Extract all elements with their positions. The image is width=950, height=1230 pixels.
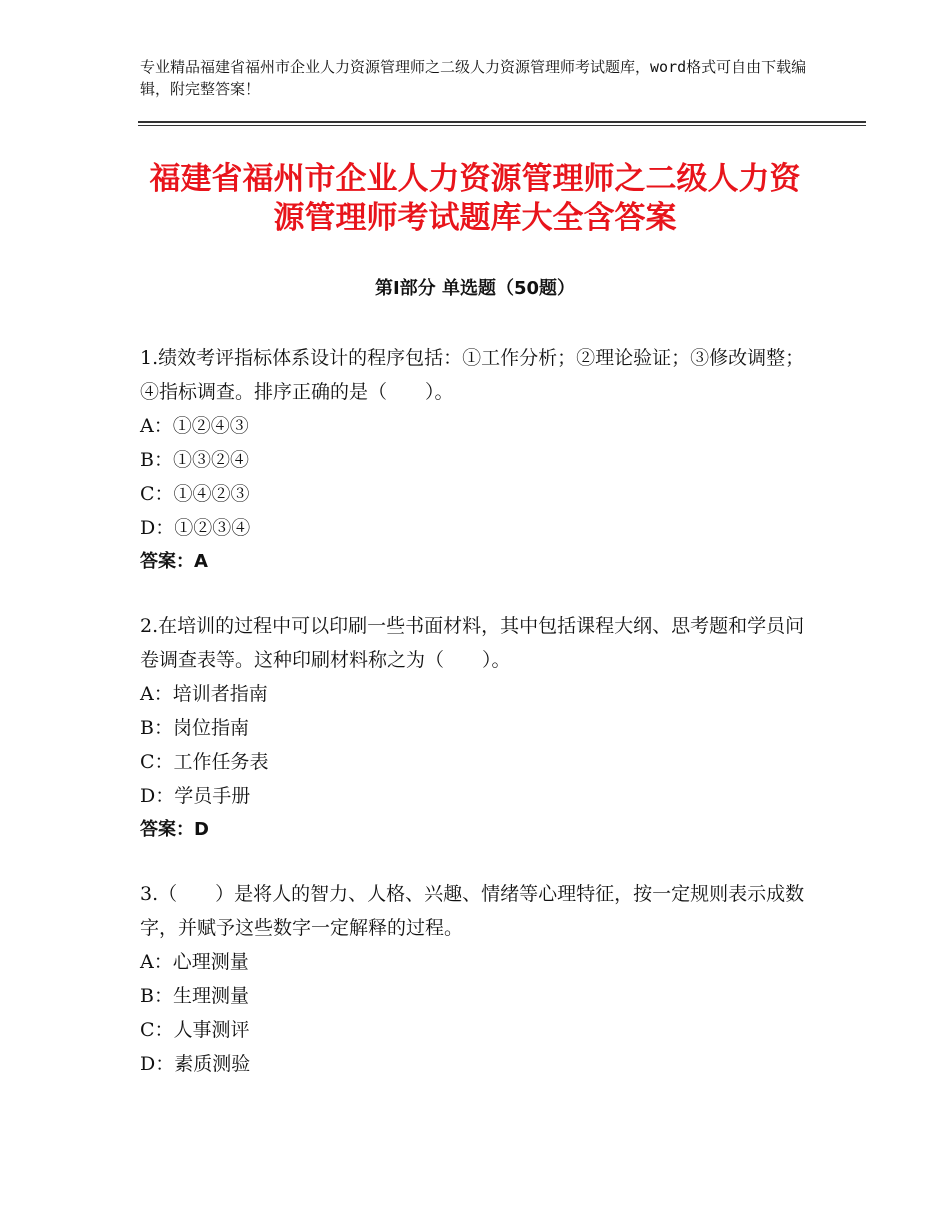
option-d: D：学员手册	[140, 785, 251, 807]
question-answer: 答案：D	[140, 819, 209, 840]
option-a: A：培训者指南	[140, 683, 268, 705]
document-title: 福建省福州市企业人力资源管理师之二级人力资源管理师考试题库大全含答案	[149, 161, 801, 236]
question-stem: 3.（ ）是将人的智力、人格、兴趣、情绪等心理特征，按一定规则表示成数字，并赋予这些数字一定解释的过程。	[140, 883, 805, 939]
question-1	[140, 341, 805, 579]
question-2	[140, 609, 805, 847]
option-c: C：人事测评	[140, 1019, 250, 1041]
header-rule-thick	[138, 121, 866, 123]
option-b: B：岗位指南	[140, 717, 249, 739]
option-c: C：①④②③	[140, 483, 250, 505]
section-title: 第Ⅰ部分 单选题（50题）	[374, 278, 575, 299]
question-stem: 2.在培训的过程中可以印刷一些书面材料，其中包括课程大纲、思考题和学员问卷调查表等。这种印刷材料称之为（ ）。	[140, 615, 805, 671]
header-note: 专业精品福建省福州市企业人力资源管理师之二级人力资源管理师考试题库，word格式可自由下载编辑，附完整答案！	[140, 58, 807, 98]
question-answer: 答案：A	[140, 551, 208, 572]
option-a: A：心理测量	[140, 951, 249, 973]
option-d: D：素质测验	[140, 1053, 251, 1075]
header-rule-thin	[138, 125, 866, 126]
option-d: D：①②③④	[140, 517, 251, 539]
question-3	[140, 877, 805, 1081]
option-b: B：生理测量	[140, 985, 249, 1007]
option-b: B：①③②④	[140, 449, 249, 471]
question-list	[140, 341, 805, 1111]
question-stem: 1.绩效考评指标体系设计的程序包括：①工作分析；②理论验证；③修改调整；④指标调查。排序正确的是（ ）。	[140, 347, 805, 403]
option-a: A：①②④③	[140, 415, 249, 437]
option-c: C：工作任务表	[140, 751, 269, 773]
